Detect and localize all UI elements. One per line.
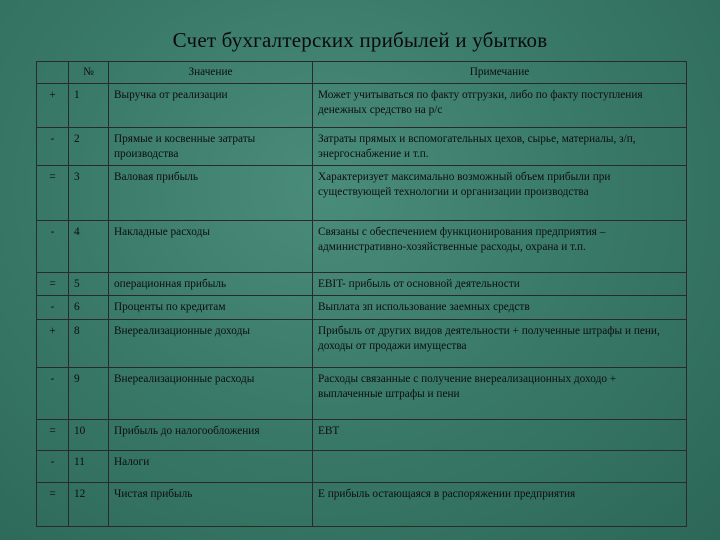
table-header-row — [37, 62, 687, 84]
row-sign: - — [37, 128, 69, 166]
row-number: 3 — [69, 166, 109, 221]
row-note: EBT — [313, 420, 687, 451]
table-row — [37, 451, 687, 483]
row-value: Валовая прибыль — [109, 166, 313, 221]
table-row — [37, 483, 687, 527]
table-row — [37, 296, 687, 320]
row-number: 9 — [69, 368, 109, 420]
table-row — [37, 420, 687, 451]
row-note: Расходы связанные с получение внереализационных доходо + выплаченные штрафы и пени — [313, 368, 687, 420]
row-value: Внереализационные доходы — [109, 320, 313, 368]
row-value: Накладные расходы — [109, 221, 313, 273]
header-note: Примечание — [313, 62, 687, 84]
header-sign — [37, 62, 69, 84]
row-sign: = — [37, 483, 69, 527]
row-note: Характеризует максимально возможный объем прибыли при существующей технологии и организации производства — [313, 166, 687, 221]
row-sign: = — [37, 273, 69, 296]
row-number: 10 — [69, 420, 109, 451]
row-number: 12 — [69, 483, 109, 527]
row-value: Чистая прибыль — [109, 483, 313, 527]
row-value: Проценты по кредитам — [109, 296, 313, 320]
row-value: Выручка от реализации — [109, 84, 313, 128]
row-note: Затраты прямых и вспомогательных цехов, сырье, материалы, з/п, энергоснабжение и т.п. — [313, 128, 687, 166]
row-number: 2 — [69, 128, 109, 166]
table-row — [37, 128, 687, 166]
row-sign: - — [37, 221, 69, 273]
table-row — [37, 166, 687, 221]
row-note: Может учитываться по факту отгрузки, либо по факту поступления денежных средство на р/с — [313, 84, 687, 128]
row-sign: - — [37, 451, 69, 483]
page-title: Счет бухгалтерских прибылей и убытков — [172, 28, 548, 52]
table-row — [37, 273, 687, 296]
header-number: № — [69, 62, 109, 84]
row-sign: - — [37, 368, 69, 420]
row-note: Выплата зп использование заемных средств — [313, 296, 687, 320]
profit-loss-table — [36, 61, 687, 527]
row-sign: - — [37, 296, 69, 320]
row-note: E прибыль остающаяся в распоряжении предприятия — [313, 483, 687, 527]
row-value: операционная прибыль — [109, 273, 313, 296]
row-number: 6 — [69, 296, 109, 320]
row-number: 4 — [69, 221, 109, 273]
row-value: Налоги — [109, 451, 313, 483]
row-sign: + — [37, 320, 69, 368]
row-number: 8 — [69, 320, 109, 368]
row-value: Прямые и косвенные затраты производства — [109, 128, 313, 166]
row-number: 5 — [69, 273, 109, 296]
row-note — [313, 451, 687, 483]
row-note: EBIT- прибыль от основной деятельности — [313, 273, 687, 296]
row-number: 1 — [69, 84, 109, 128]
row-note: Прибыль от других видов деятельности + полученные штрафы и пени, доходы от продажи имущества — [313, 320, 687, 368]
row-sign: + — [37, 84, 69, 128]
table-row — [37, 84, 687, 128]
table-row — [37, 221, 687, 273]
row-value: Прибыль до налогообложения — [109, 420, 313, 451]
table-row — [37, 320, 687, 368]
row-number: 11 — [69, 451, 109, 483]
row-sign: = — [37, 420, 69, 451]
header-value: Значение — [109, 62, 313, 84]
row-note: Связаны с обеспечением функционирования предприятия – административно-хозяйственные расходы, охрана и т.п. — [313, 221, 687, 273]
table-row — [37, 368, 687, 420]
row-sign: = — [37, 166, 69, 221]
row-value: Внереализационные расходы — [109, 368, 313, 420]
